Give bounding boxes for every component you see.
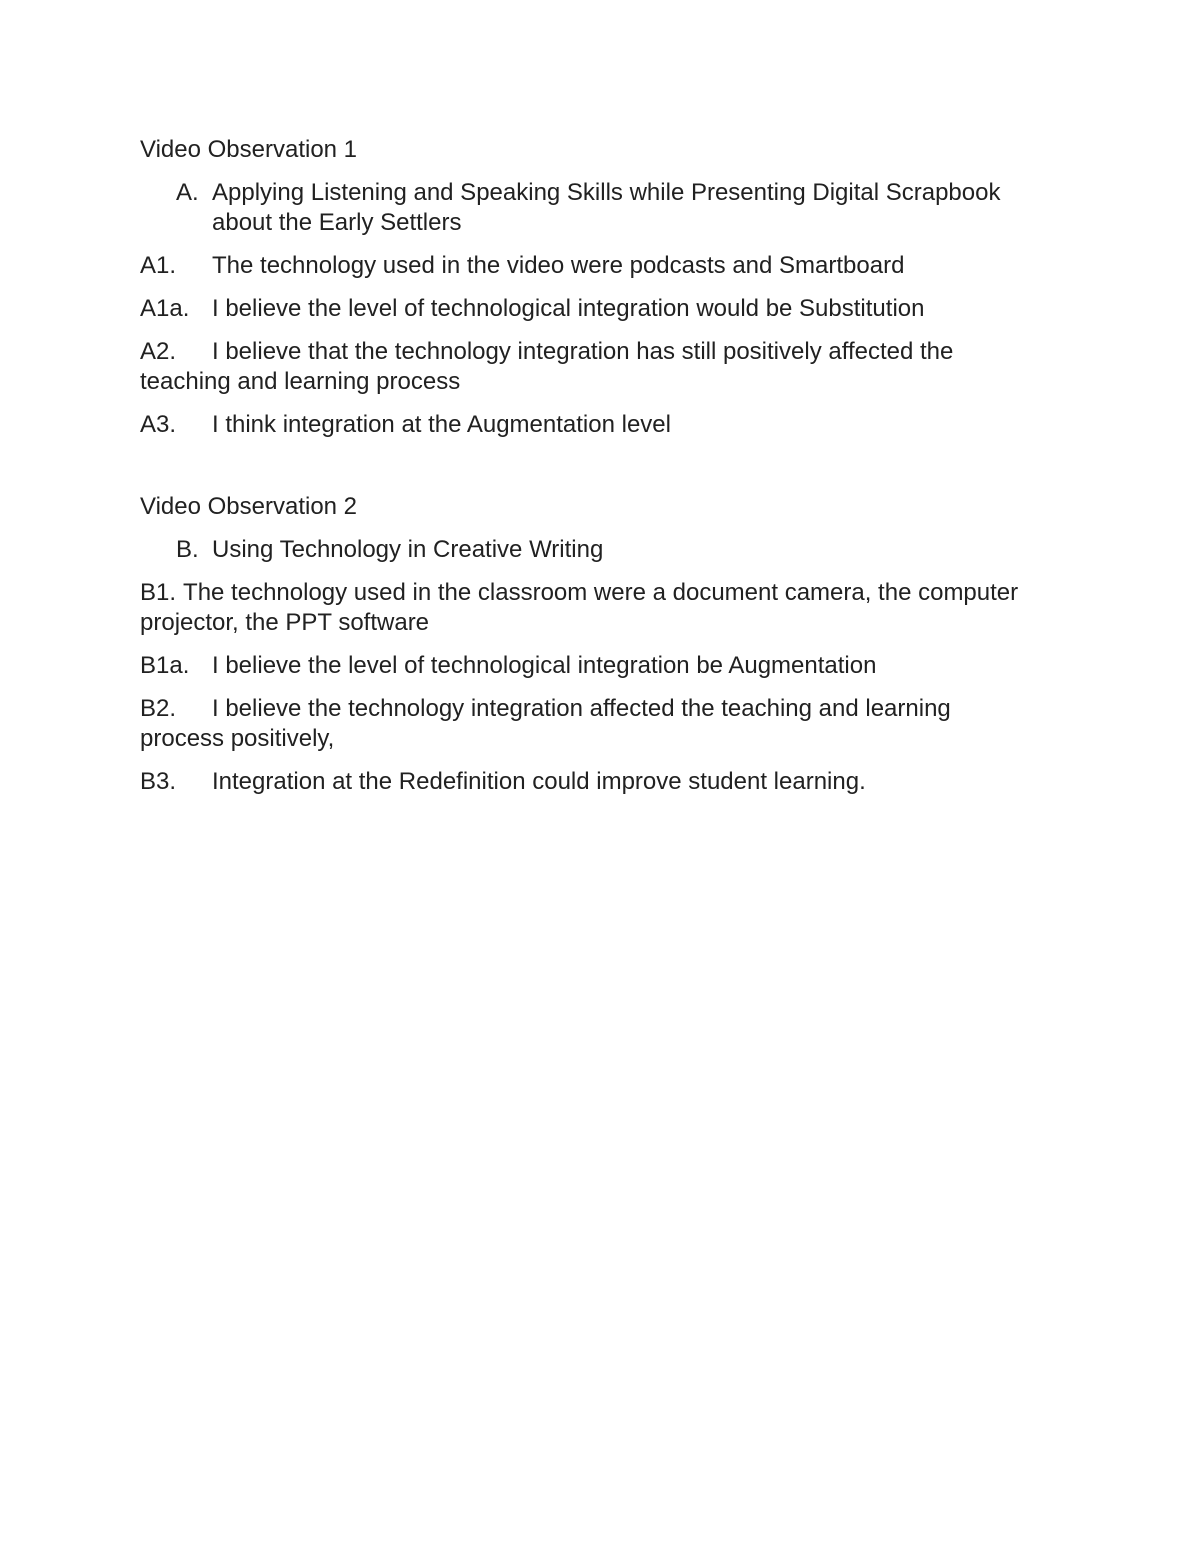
item-marker: A1. (140, 252, 177, 279)
item-line (140, 578, 1060, 608)
list-item-a2 (140, 337, 1060, 397)
list-item-b1 (140, 578, 1060, 638)
list-item-a (140, 178, 1060, 238)
item-marker: B. (176, 536, 199, 563)
item-line: process positively, (140, 725, 335, 752)
item-text: The technology used in the video were podcasts and Smartboard (212, 252, 905, 279)
item-line (140, 767, 1060, 797)
item-line (140, 651, 1060, 681)
item-text: I believe that the technology integration has still positively affected the (212, 338, 954, 365)
item-line: projector, the PPT software (140, 609, 430, 636)
item-marker: B2. (140, 695, 177, 722)
item-text: Integration at the Redefinition could improve student learning. (212, 768, 866, 795)
item-line (140, 410, 1060, 440)
item-text: I believe the level of technological integration would be Substitution (212, 295, 925, 322)
section-heading: Video Observation 1 (140, 136, 358, 163)
list-item-b (140, 535, 1060, 565)
list-item-b3 (140, 767, 1060, 797)
section-video-observation-2 (140, 492, 1060, 797)
item-marker: A. (176, 179, 199, 206)
item-text: I believe the technology integration affected the teaching and learning (212, 695, 951, 722)
item-line (140, 294, 1060, 324)
item-line: about the Early Settlers (212, 209, 462, 236)
list-item-a3 (140, 410, 1060, 440)
list-item-a1 (140, 251, 1060, 281)
list-item-b1a (140, 651, 1060, 681)
item-marker: A3. (140, 411, 177, 438)
item-marker: B1. (140, 579, 177, 606)
item-marker: B1a. (140, 652, 190, 679)
list-item-b2 (140, 694, 1060, 754)
item-text: I believe the level of technological integration be Augmentation (212, 652, 877, 679)
item-line (140, 251, 1060, 281)
item-line: teaching and learning process (140, 368, 461, 395)
item-line (140, 337, 1060, 367)
item-marker: A2. (140, 338, 177, 365)
item-line: Using Technology in Creative Writing (212, 536, 604, 563)
item-line: Applying Listening and Speaking Skills while Presenting Digital Scrapbook (212, 179, 1001, 206)
item-text: I think integration at the Augmentation level (212, 411, 671, 438)
item-line (140, 694, 1060, 724)
item-marker: A1a. (140, 295, 190, 322)
list-item-a1a (140, 294, 1060, 324)
item-marker: B3. (140, 768, 177, 795)
item-text: The technology used in the classroom were a document camera, the computer (183, 579, 1019, 606)
section-heading: Video Observation 2 (140, 493, 358, 520)
section-video-observation-1 (140, 135, 1060, 440)
